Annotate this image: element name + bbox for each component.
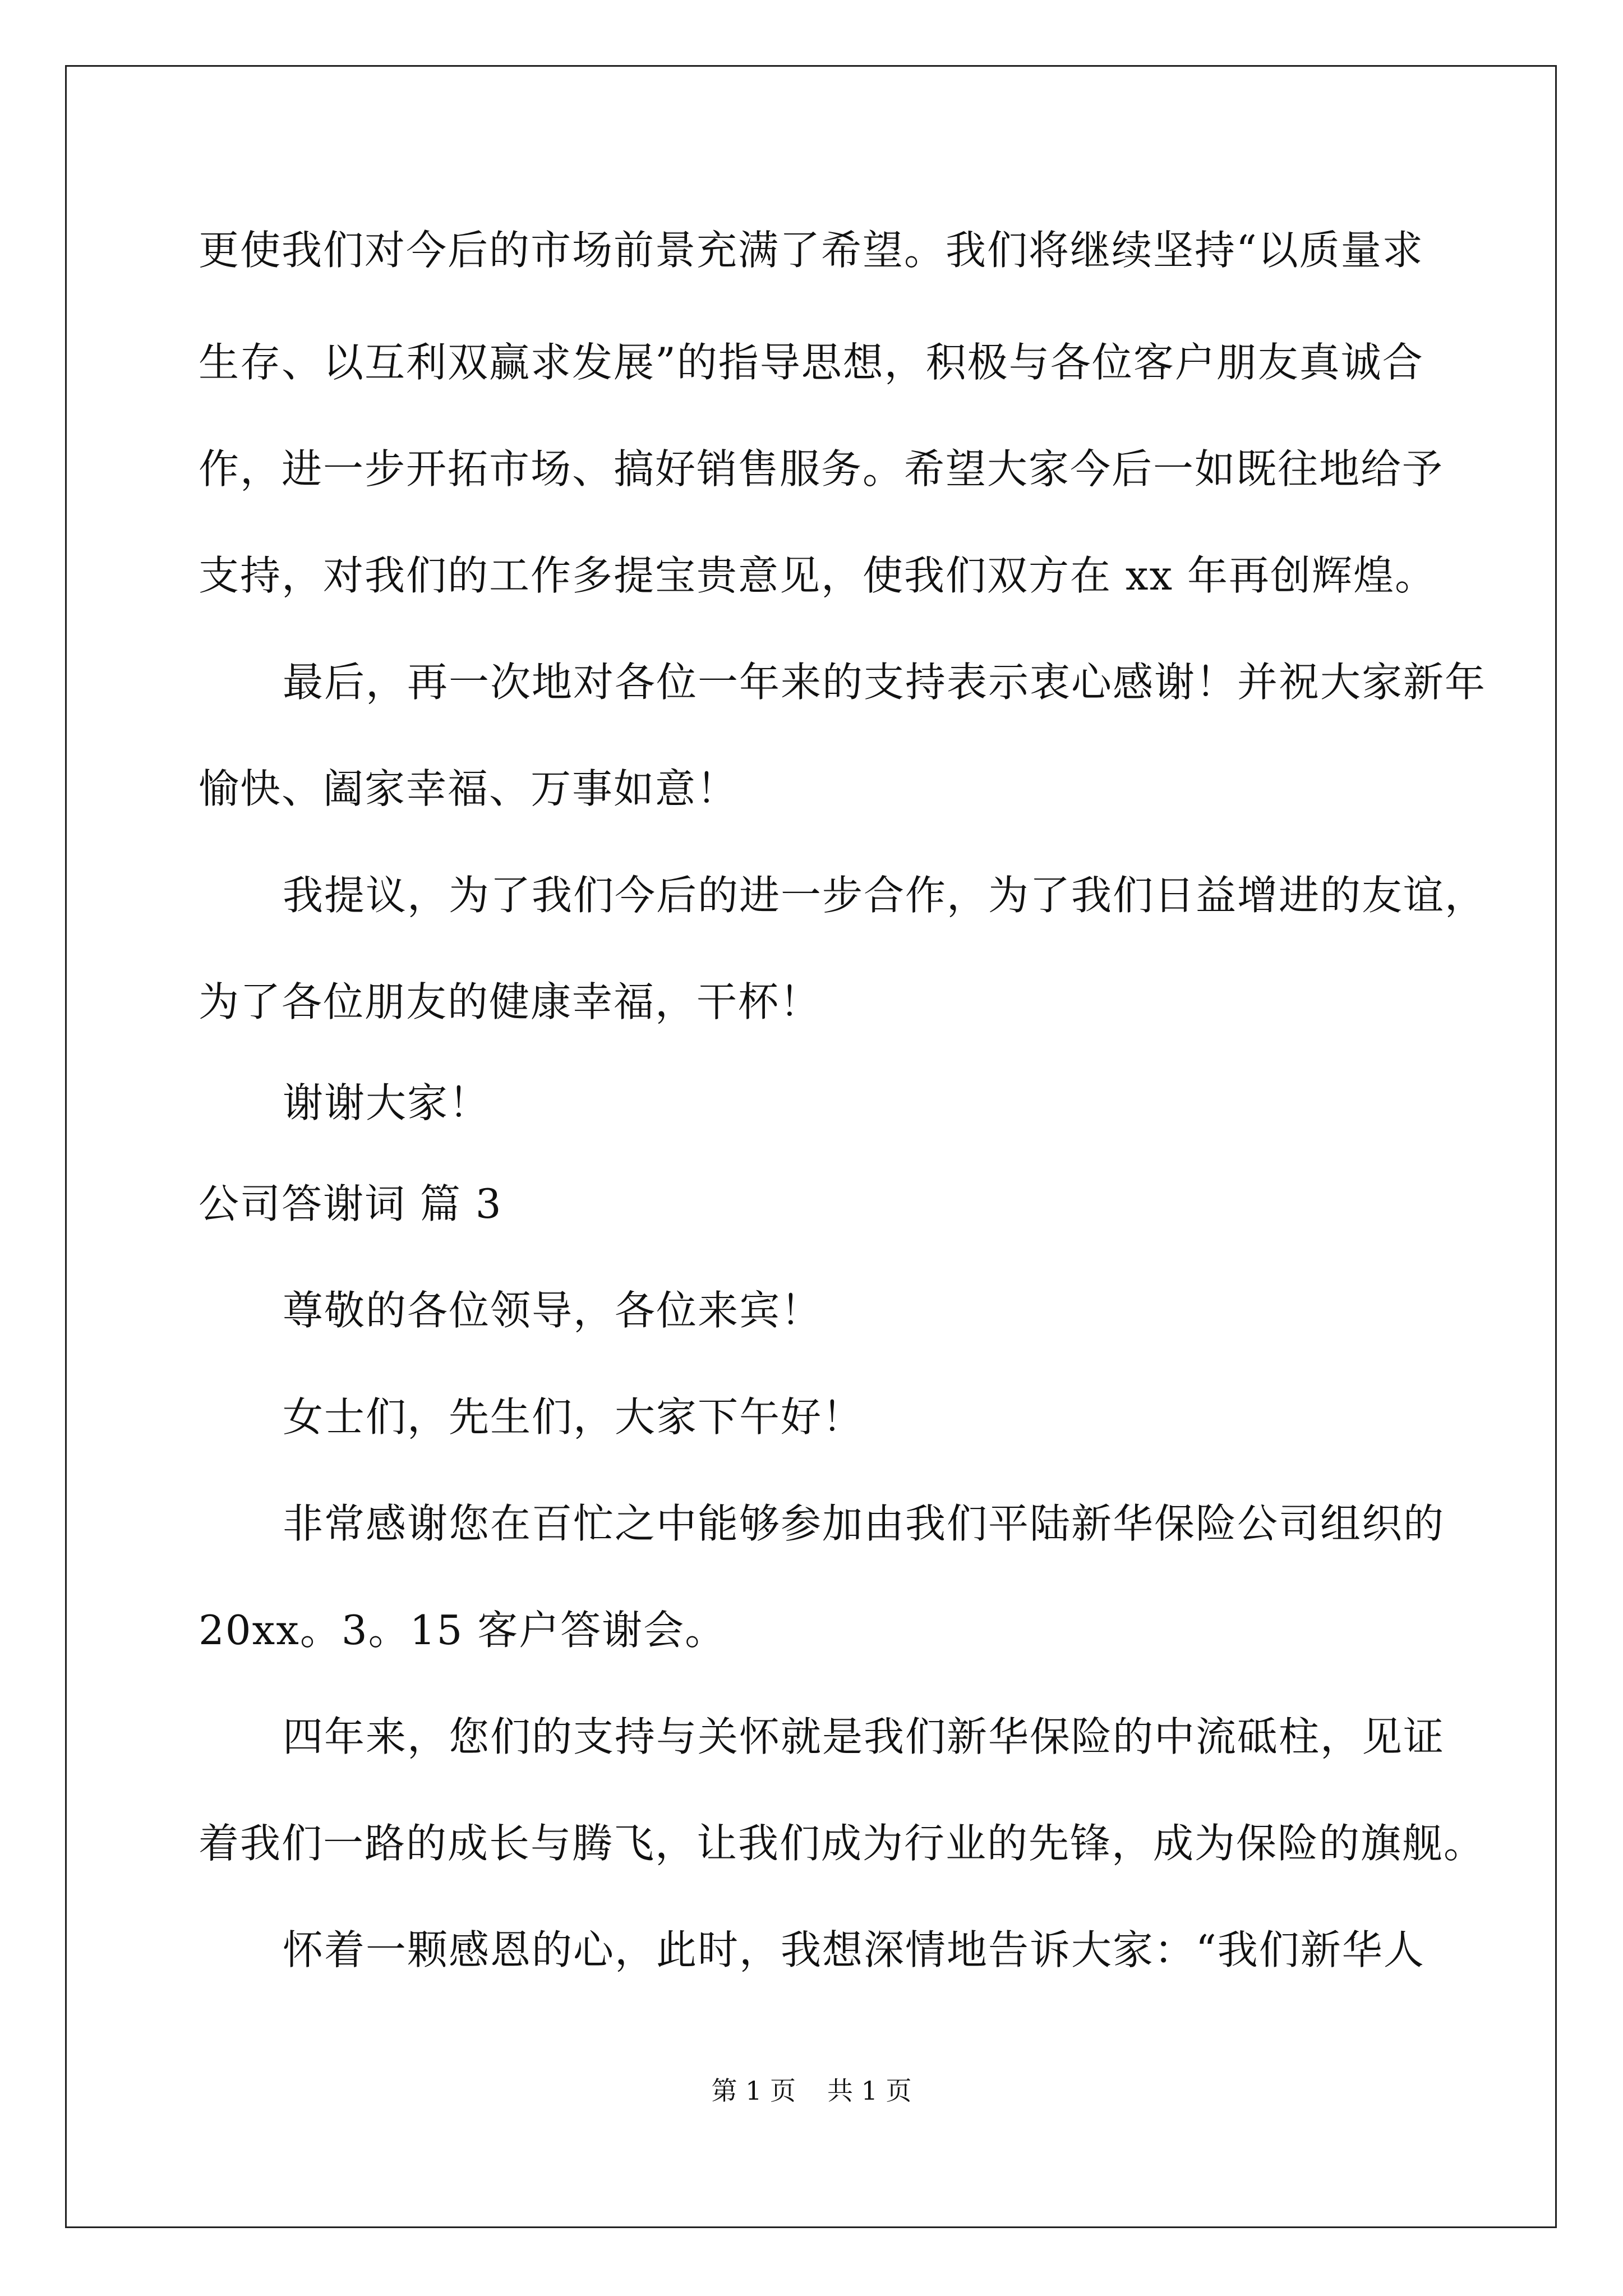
paragraph-line: 谢谢大家！ [283, 1079, 491, 1126]
paragraph-line: 作，进一步开拓市场、搞好销售服务。希望大家今后一如既往地给予 [199, 445, 1444, 493]
paragraph-line: 更使我们对今后的市场前景充满了希望。我们将继续坚持“以质量求 [199, 227, 1424, 274]
paragraph-line: 20xx。3。15 客户答谢会。 [199, 1607, 727, 1654]
page-number: 第 1 页 [711, 2076, 796, 2106]
page-footer [0, 2078, 1623, 2104]
page-border [65, 65, 1557, 2228]
paragraph-line: 非常感谢您在百忙之中能够参加由我们平陆新华保险公司组织的 [283, 1500, 1445, 1547]
page-total: 共 1 页 [827, 2076, 912, 2106]
paragraph-line: 女士们，先生们，大家下午好！ [283, 1393, 864, 1441]
paragraph-line: 着我们一路的成长与腾飞，让我们成为行业的先锋，成为保险的旗舰。 [199, 1820, 1486, 1867]
paragraph-line: 我提议，为了我们今后的进一步合作，为了我们日益增进的友谊， [283, 872, 1487, 919]
paragraph-line: 为了各位朋友的健康幸福，干杯！ [199, 978, 822, 1025]
paragraph-line: 最后，再一次地对各位一年来的支持表示衷心感谢！并祝大家新年 [283, 659, 1487, 706]
paragraph-line: 生存、以互利双赢求发展”的指导思想，积极与各位客户朋友真诚合 [199, 339, 1424, 386]
paragraph-line: 支持，对我们的工作多提宝贵意见，使我们双方在 xx 年再创辉煌。 [199, 552, 1436, 599]
section-heading: 公司答谢词 篇 3 [199, 1180, 502, 1227]
paragraph-line: 怀着一颗感恩的心，此时，我想深情地告诉大家：“我们新华人 [283, 1926, 1425, 1973]
paragraph-line: 愉快、阖家幸福、万事如意！ [199, 765, 739, 812]
paragraph-line: 四年来，您们的支持与关怀就是我们新华保险的中流砥柱，见证 [283, 1713, 1445, 1760]
paragraph-line: 尊敬的各位领导，各位来宾！ [283, 1287, 823, 1334]
